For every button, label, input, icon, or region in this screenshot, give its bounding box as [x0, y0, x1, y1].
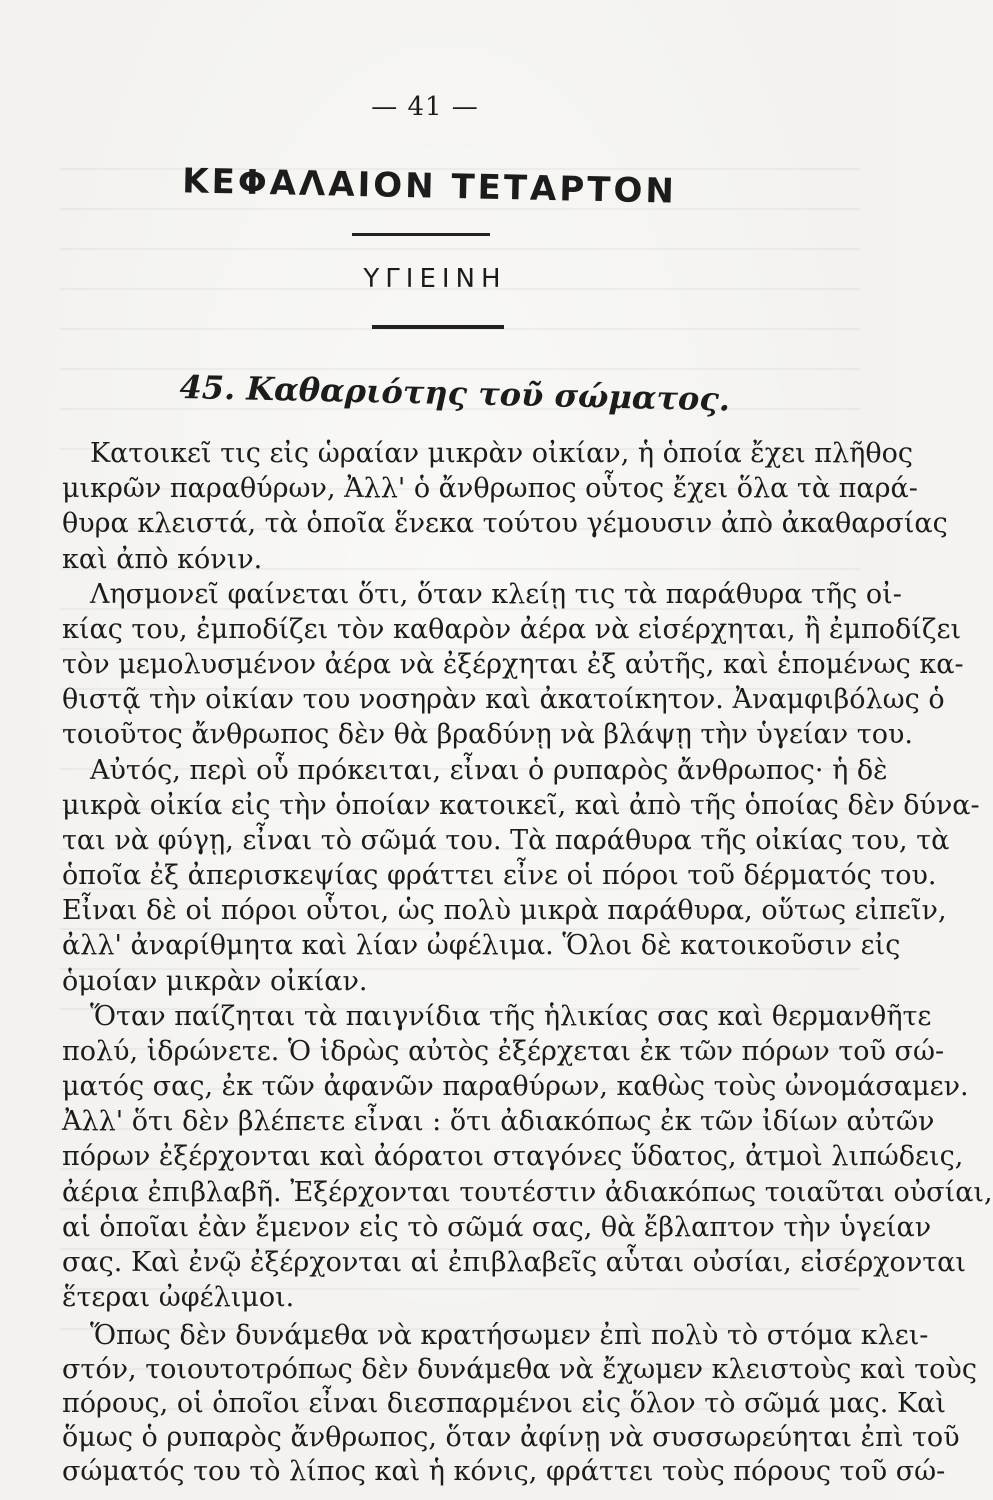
chapter-subtitle: ΥΓΙΕΙΝΗ	[363, 264, 507, 294]
text-line: μικρῶν παραθύρων, Ἀλλ' ὁ ἄνθρωπος οὗτος ἔχει ὅλα τὰ παρά-	[62, 473, 918, 504]
text-line: ματός σας, ἐκ τῶν ἀφανῶν παραθύρων, καθὼς τοὺς ὠνομάσαμεν.	[62, 1071, 969, 1102]
text-line: Ὅπως δὲν δυνάμεθα νὰ κρατήσωμεν ἐπὶ πολὺ τὸ στόμα κλει-	[90, 1320, 929, 1351]
text-line: ἀλλ' ἀναρίθμητα καὶ λίαν ὠφέλιμα. Ὅλοι δὲ κατοικοῦσιν εἰς	[62, 930, 901, 961]
page-number: — 41 —	[371, 92, 479, 122]
text-line: Λησμονεῖ φαίνεται ὅτι, ὅταν κλείῃ τις τὰ παράθυρα τῆς οἰ-	[90, 579, 902, 610]
divider-rule	[352, 233, 490, 236]
text-line: Ἀλλ' ὅτι δὲν βλέπετε εἶναι : ὅτι ἀδιακόπως ἐκ τῶν ἰδίων αὐτῶν	[62, 1106, 935, 1137]
text-line: ὁμοίαν μικρὰν οἰκίαν.	[62, 966, 368, 997]
divider-rule	[372, 325, 504, 329]
text-line: τοιοῦτος ἄνθρωπος δὲν θὰ βραδύνῃ νὰ βλάψῃ τὴν ὑγείαν του.	[62, 719, 913, 750]
text-line: Εἶναι δὲ οἱ πόροι οὗτοι, ὡς πολὺ μικρὰ παράθυρα, οὕτως εἰπεῖν,	[62, 895, 947, 926]
text-line: πόρων ἐξέρχονται καὶ ἀόρατοι σταγόνες ὕδατος, ἀτμοὶ λιπώδεις,	[62, 1141, 964, 1172]
section-heading: 45. Καθαριότης τοῦ σώματος.	[179, 368, 731, 419]
text-line: ὁποῖα ἐξ ἀπερισκεψίας φράττει εἶνε οἱ πόροι τοῦ δέρματός του.	[62, 860, 937, 891]
text-line: πολύ, ἱδρώνετε. Ὁ ἱδρὼς αὐτὸς ἐξέρχεται ἐκ τῶν πόρων τοῦ σώ-	[62, 1036, 945, 1067]
text-line: θυρα κλειστά, τὰ ὁποῖα ἕνεκα τούτου γέμουσιν ἀπὸ ἀκαθαρσίας	[62, 508, 948, 539]
text-line: ται νὰ φύγῃ, εἶναι τὸ σῶμά του. Τὰ παράθυρα τῆς οἰκίας του, τὰ	[62, 825, 950, 856]
text-line: Κατοικεῖ τις εἰς ὡραίαν μικρὰν οἰκίαν, ἡ ὁποία ἔχει πλῆθος	[90, 438, 913, 469]
text-line: ἀέρια ἐπιβλαβῆ. Ἐξέρχονται τουτέστιν ἀδιακόπως τοιαῦται οὐσίαι,	[62, 1177, 993, 1208]
text-line: αἱ ὁποῖαι ἐὰν ἔμενον εἰς τὸ σῶμά σας, θὰ ἔβλαπτον τὴν ὑγείαν	[62, 1212, 932, 1243]
text-line: θιστᾷ τὴν οἰκίαν του νοσηρὰν καὶ ἀκατοίκητον. Ἀναμφιβόλως ὁ	[62, 684, 945, 715]
text-line: Ὅταν παίζηται τὰ παιγνίδια τῆς ἡλικίας σας καὶ θερμανθῆτε	[90, 1001, 932, 1032]
text-line: ὅμως ὁ ρυπαρὸς ἄνθρωπος, ὅταν ἀφίνῃ νὰ συσσωρεύηται ἐπὶ τοῦ	[62, 1422, 960, 1453]
text-line: σώματός του τὸ λίπος καὶ ἡ κόνις, φράττει τοὺς πόρους τοῦ σώ-	[62, 1456, 946, 1487]
text-line: κίας του, ἐμποδίζει τὸν καθαρὸν ἀέρα νὰ εἰσέρχηται, ἢ ἐμποδίζει	[62, 614, 962, 645]
text-line: Αὐτός, περὶ οὗ πρόκειται, εἶναι ὁ ρυπαρὸς ἄνθρωπος· ἡ δὲ	[90, 755, 888, 786]
text-line: σας. Καὶ ἐνῷ ἐξέρχονται αἱ ἐπιβλαβεῖς αὗται οὐσίαι, εἰσέρχονται	[62, 1247, 966, 1278]
text-line: πόρους, οἱ ὁποῖοι εἶναι διεσπαρμένοι εἰς ὅλον τὸ σῶμά μας. Καὶ	[62, 1388, 946, 1419]
text-line: ἕτεραι ὠφέλιμοι.	[62, 1282, 295, 1313]
text-line: μικρὰ οἰκία εἰς τὴν ὁποίαν κατοικεῖ, καὶ ἀπὸ τῆς ὁποίας δὲν δύνα-	[62, 790, 980, 821]
text-line: στόν, τοιουτοτρόπως δὲν δυνάμεθα νὰ ἔχωμεν κλειστοὺς καὶ τοὺς	[62, 1354, 977, 1385]
chapter-title: ΚΕΦΑΛΑΙΟΝ ΤΕΤΑΡΤΟΝ	[181, 161, 678, 212]
text-line: τὸν μεμολυσμένον ἀέρα νὰ ἐξέρχηται ἐξ αὐτῆς, καὶ ἑπομένως κα-	[62, 649, 964, 680]
text-line: καὶ ἀπὸ κόνιν.	[62, 544, 263, 575]
